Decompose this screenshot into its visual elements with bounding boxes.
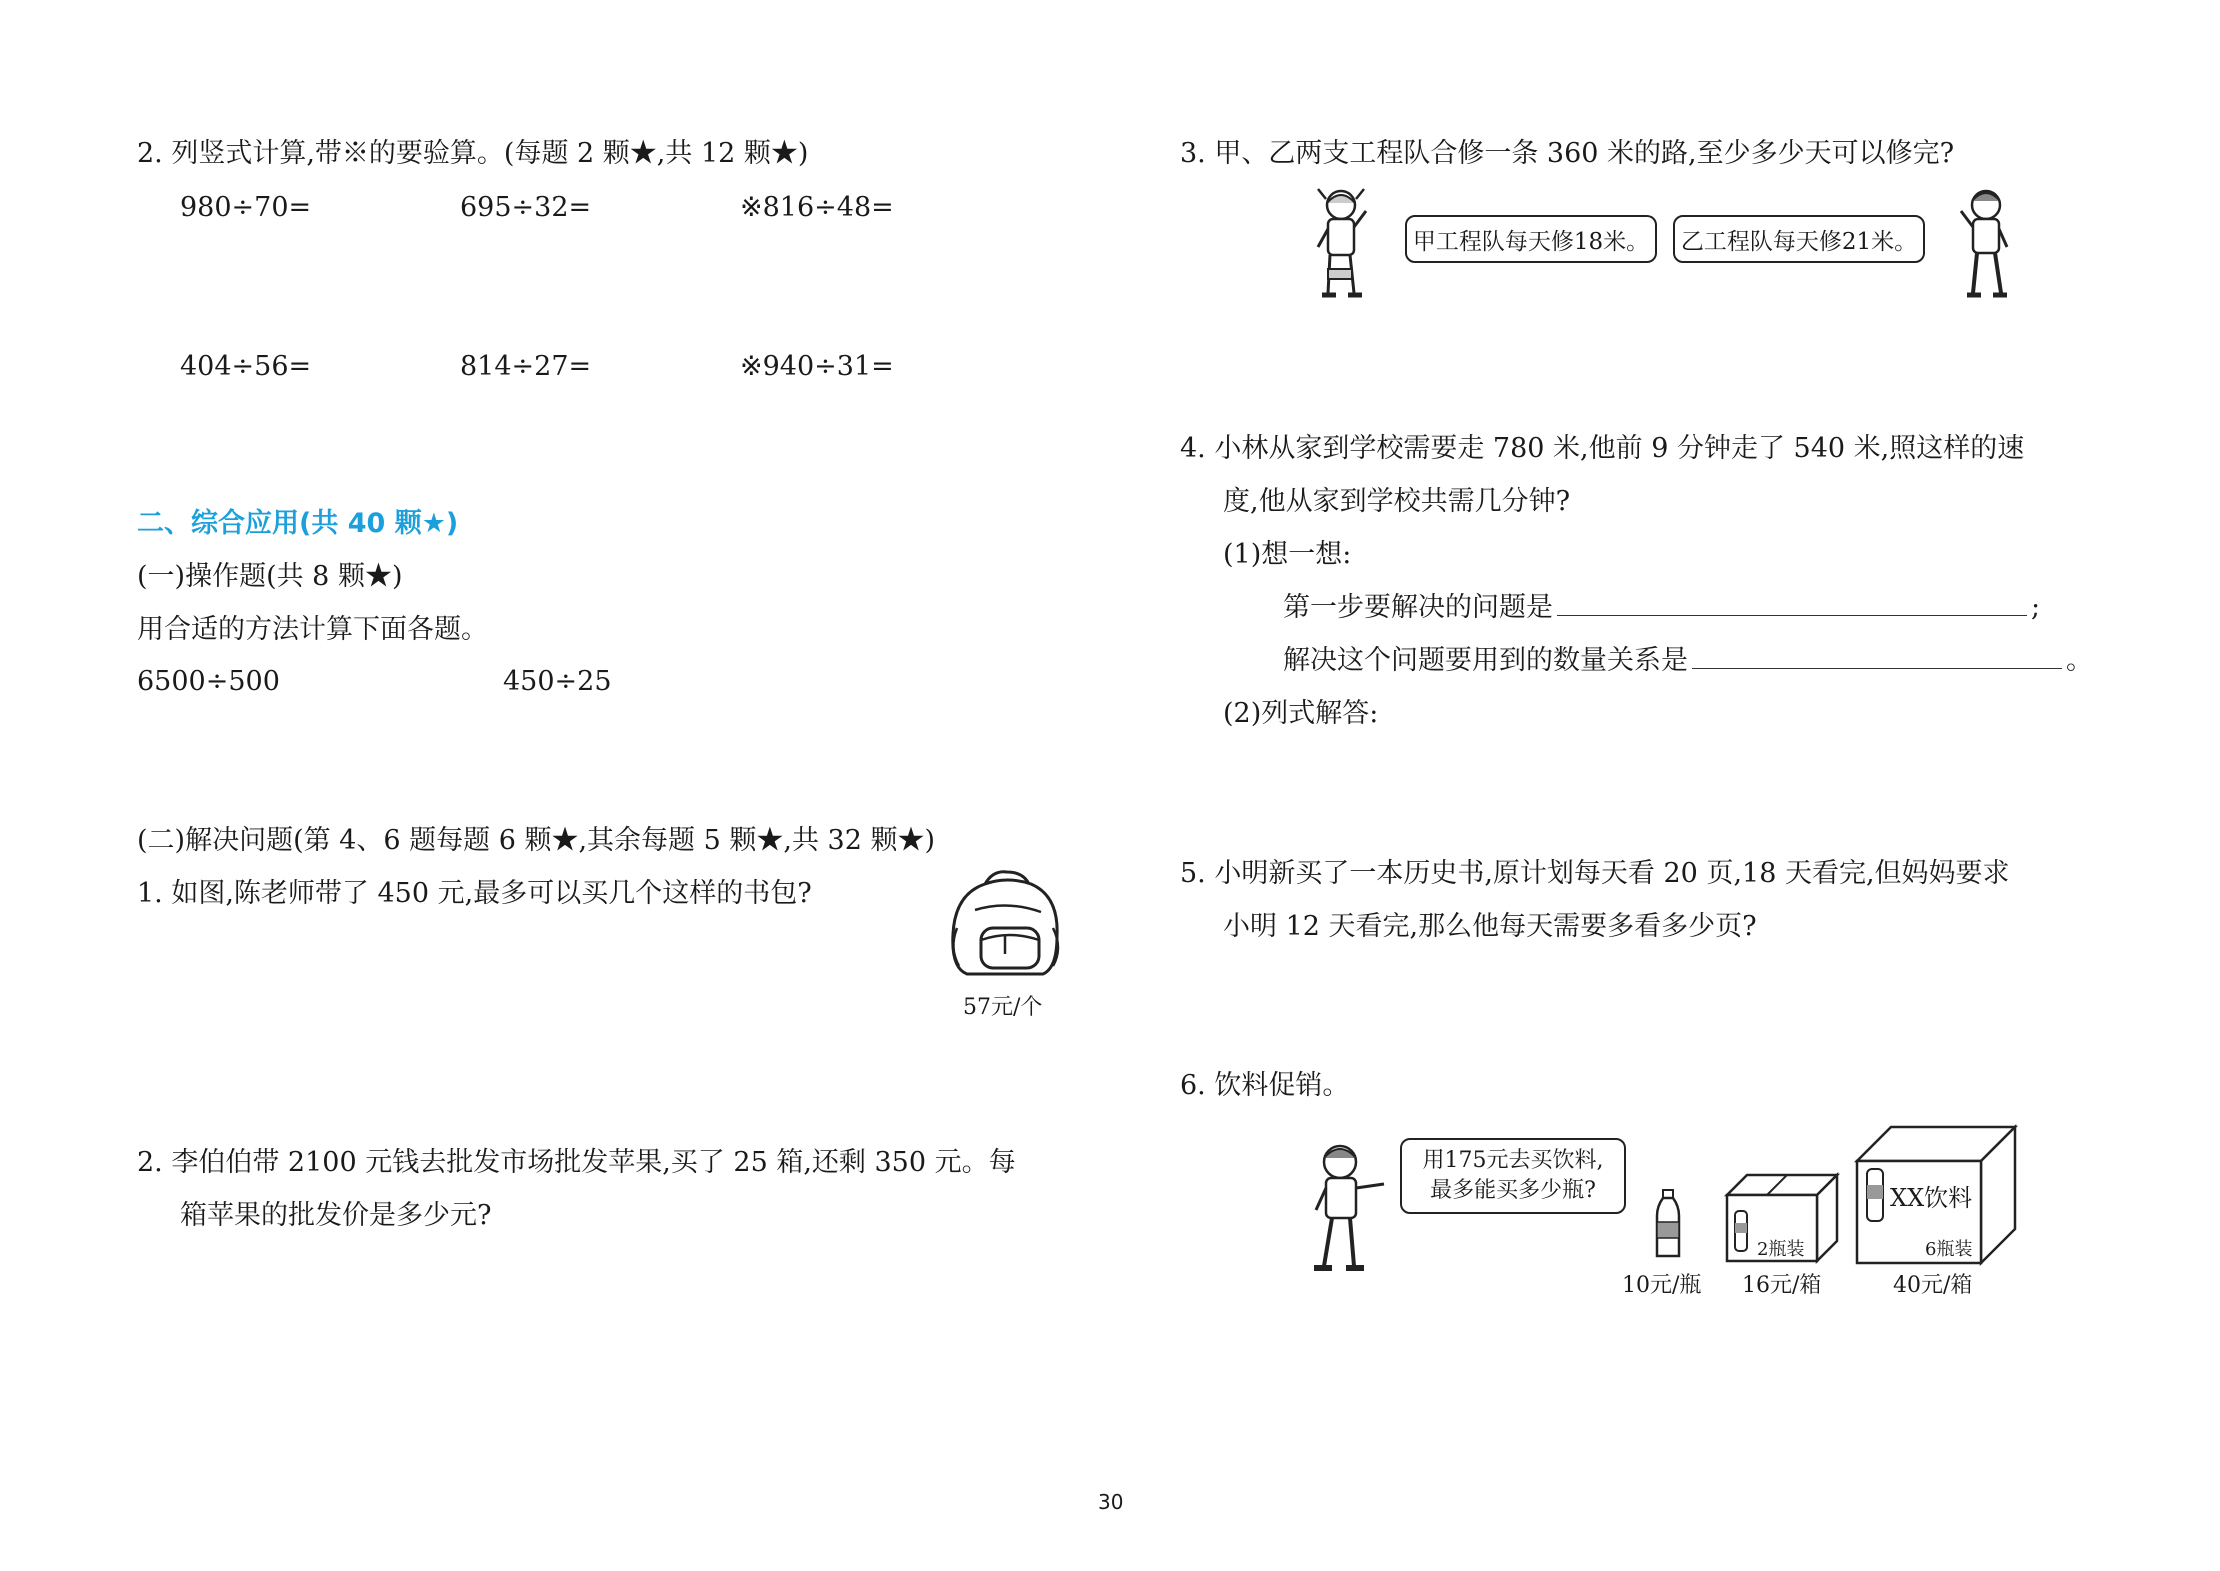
step1-end: ; [2031, 592, 2041, 623]
calc-expression: 980÷70= [180, 192, 312, 223]
problem2-line2: 箱苹果的批发价是多少元? [180, 1200, 492, 1231]
calc-expression: 450÷25 [503, 666, 612, 697]
answer-blank[interactable] [1692, 664, 2062, 669]
part2-title: (二)解决问题(第 4、6 题每题 6 颗★,其余每题 5 颗★,共 32 颗★) [137, 825, 936, 856]
part1-instruction: 用合适的方法计算下面各题。 [137, 614, 488, 645]
problem4-sub1: (1)想一想: [1223, 539, 1352, 570]
problem4-step2 [1283, 647, 2093, 674]
part1-title: (一)操作题(共 8 颗★) [137, 561, 403, 592]
step2-label: 解决这个问题要用到的数量关系是 [1283, 645, 1688, 676]
bottle-icon [1653, 1188, 1683, 1260]
calc-expression: 814÷27= [460, 351, 592, 382]
speech-bubble: 甲工程队每天修18米。 [1405, 215, 1657, 263]
problem4-step1 [1283, 594, 2040, 621]
section-heading: 二、综合应用(共 40 颗★) [137, 508, 459, 539]
problem4-line2: 度,他从家到学校共需几分钟? [1223, 486, 1571, 517]
bubble-line: 最多能买多少瓶? [1430, 1178, 1596, 1203]
speech-bubble [1400, 1138, 1626, 1214]
problem4-sub2: (2)列式解答: [1223, 698, 1379, 729]
calc-expression: ※816÷48= [740, 192, 894, 223]
problem1-text: 1. 如图,陈老师带了 450 元,最多可以买几个这样的书包? [137, 878, 812, 909]
calc-expression: ※940÷31= [740, 351, 894, 382]
price-label: 40元/箱 [1893, 1273, 1973, 1298]
problem2-line1: 2. 李伯伯带 2100 元钱去批发市场批发苹果,买了 25 箱,还剩 350 元。每 [137, 1147, 1016, 1178]
backpack-icon [945, 870, 1070, 980]
step2-end: 。 [2066, 645, 2093, 676]
calc-expression: 404÷56= [180, 351, 312, 382]
answer-blank[interactable] [1557, 611, 2027, 616]
page-number: 30 [1098, 1490, 1124, 1514]
step1-label: 第一步要解决的问题是 [1283, 592, 1553, 623]
box-label: 6瓶装 [1925, 1239, 1973, 1260]
q2-title: 2. 列竖式计算,带※的要验算。(每题 2 颗★,共 12 颗★) [137, 138, 809, 169]
boy-figure [1955, 185, 2017, 305]
price-label: 16元/箱 [1742, 1273, 1822, 1298]
problem6-title: 6. 饮料促销。 [1180, 1070, 1350, 1101]
price-label: 10元/瓶 [1622, 1273, 1702, 1298]
calc-expression: 695÷32= [460, 192, 592, 223]
bubble-line: 用175元去买饮料, [1422, 1148, 1604, 1174]
calc-expression: 6500÷500 [137, 666, 280, 697]
problem5-line1: 5. 小明新买了一本历史书,原计划每天看 20 页,18 天看完,但妈妈要求 [1180, 858, 2010, 889]
backpack-price: 57元/个 [963, 995, 1043, 1020]
girl-figure [1310, 185, 1372, 305]
speech-bubble: 乙工程队每天修21米。 [1673, 215, 1925, 263]
box-label: 2瓶装 [1757, 1239, 1805, 1260]
problem4-line1: 4. 小林从家到学校需要走 780 米,他前 9 分钟走了 540 米,照这样的速 [1180, 433, 2025, 464]
boy-figure [1310, 1140, 1390, 1280]
problem5-line2: 小明 12 天看完,那么他每天需要多看多少页? [1223, 911, 1757, 942]
box-title: XX饮料 [1890, 1184, 1973, 1212]
problem3-text: 3. 甲、乙两支工程队合修一条 360 米的路,至少多少天可以修完? [1180, 138, 1955, 169]
